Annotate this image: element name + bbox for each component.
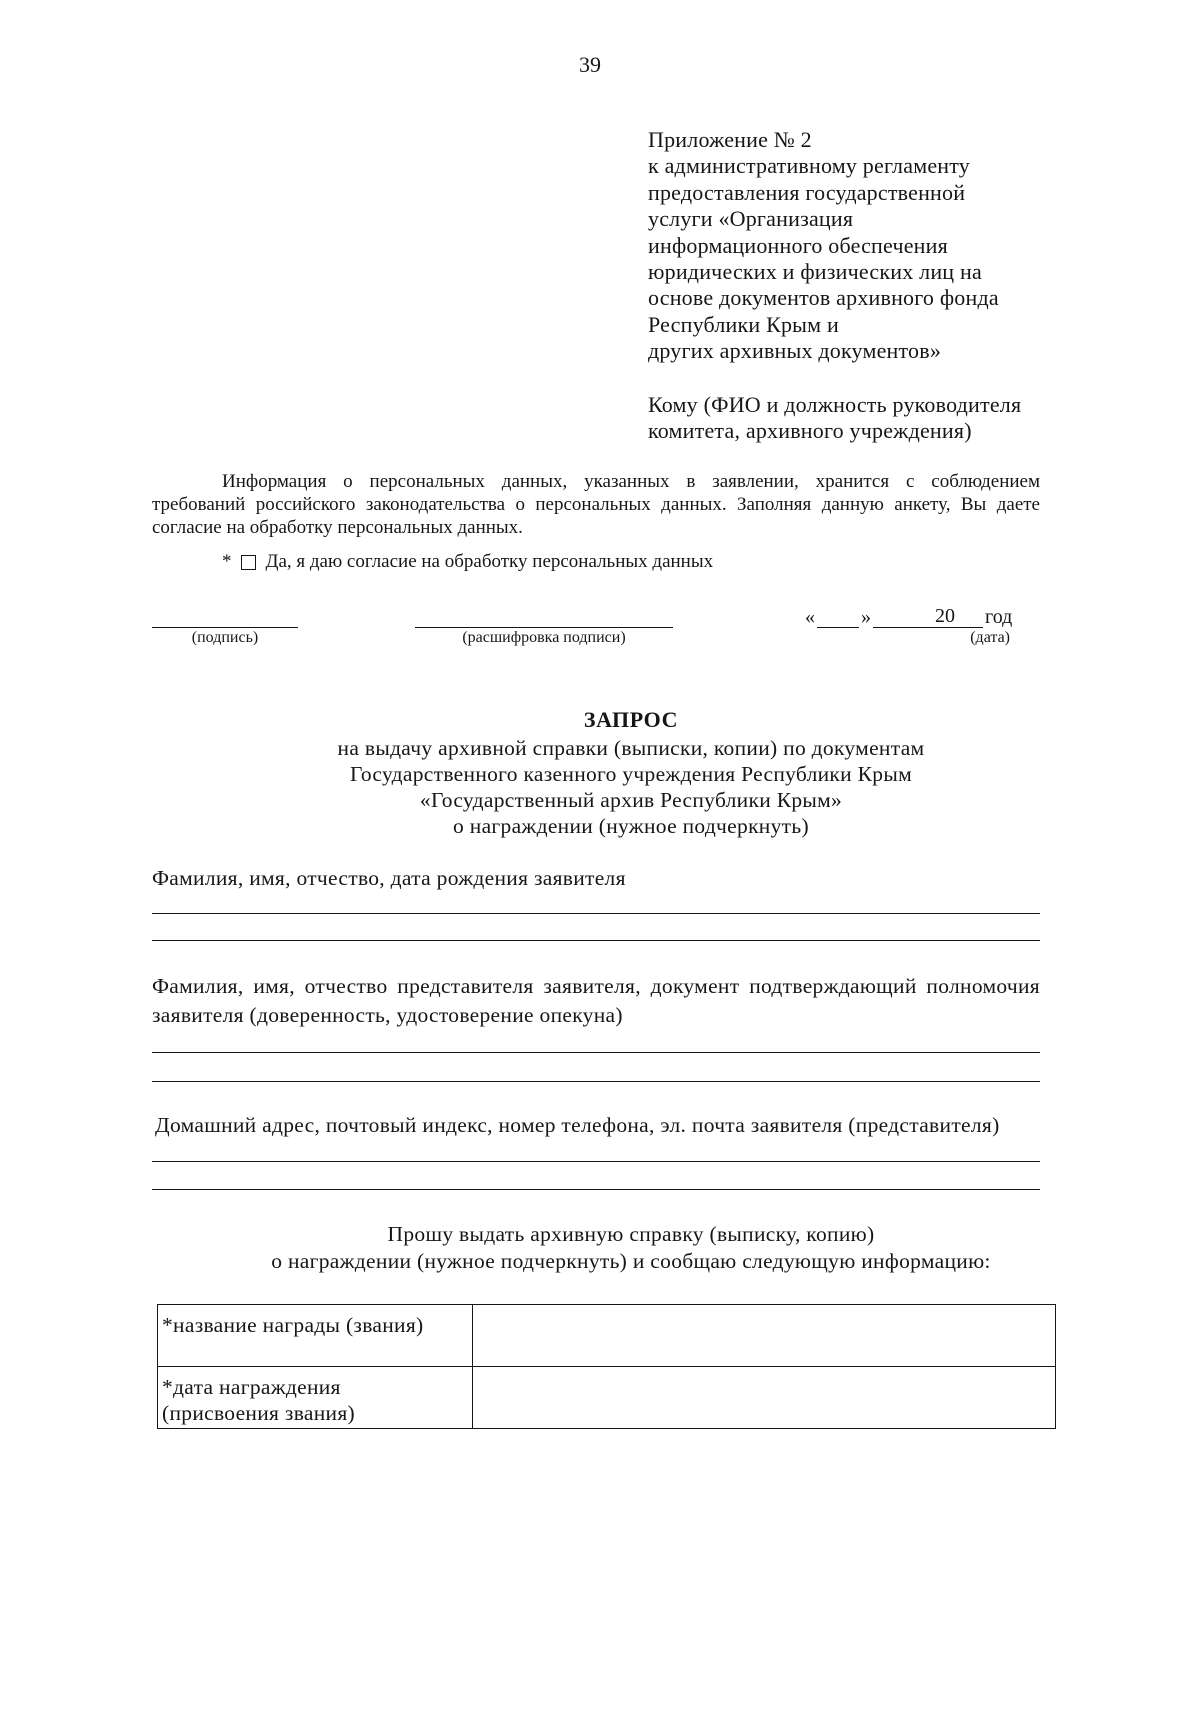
appendix-line: Республики Крым и (648, 311, 839, 337)
representative-input[interactable] (152, 1056, 1040, 1082)
request-subtitle-line: Государственного казенного учреждения Республики Крым (350, 762, 912, 786)
representative-input[interactable] (152, 1027, 1040, 1053)
request-subtitle-line: о награждении (нужное подчеркнуть) (453, 814, 809, 838)
petition-text (181, 1221, 1081, 1275)
request-subtitle-line: «Государственный архив Республики Крым» (419, 788, 843, 812)
table-label-cell (158, 1305, 473, 1367)
contact-input[interactable] (152, 1164, 1040, 1190)
representative-field-label (152, 972, 1040, 1030)
contact-field-label: Домашний адрес, почтовый индекс, номер телефона, эл. почта заявителя (представителя) (155, 1113, 1000, 1137)
notice-line: Информация о персональных данных, указанных в заявлении, хранится с соблюдением (222, 471, 1040, 492)
table-value-cell (473, 1305, 1056, 1367)
appendix-line: услуги «Организация (648, 206, 854, 232)
required-mark: * (222, 551, 232, 572)
table-label: *дата награждения (162, 1375, 341, 1399)
date-caption: (дата) (970, 629, 1010, 646)
addressee-block (648, 392, 1021, 444)
applicant-input[interactable] (152, 888, 1040, 914)
field-label-line: Фамилия, имя, отчество представителя заявителя, документ подтверждающий полномочия (152, 974, 1040, 998)
date-day-input[interactable] (817, 606, 859, 628)
appendix-line: к административному регламенту (648, 153, 970, 179)
award-name-input[interactable] (473, 1305, 1055, 1363)
notice-line: согласие на обработку персональных данных. (152, 517, 523, 538)
petition-line: о награждении (нужное подчеркнуть) и сообщаю следующую информацию: (271, 1249, 991, 1273)
petition-line: Прошу выдать архивную справку (выписку, копию) (387, 1222, 875, 1246)
date-close-quote: » (861, 606, 871, 628)
appendix-line: юридических и физических лиц на (648, 259, 982, 285)
consent-checkbox[interactable] (241, 555, 256, 570)
consent-label[interactable]: Да, я даю согласие на обработку персональных данных (265, 551, 714, 572)
addressee-line: Кому (ФИО и должность руководителя (648, 392, 1022, 417)
applicant-field-label: Фамилия, имя, отчество, дата рождения заявителя (152, 866, 626, 890)
signature-transcript-input[interactable] (415, 607, 673, 628)
signature-caption: (подпись) (191, 629, 259, 646)
appendix-line: предоставления государственной (648, 179, 966, 205)
request-subtitle (181, 735, 1081, 839)
request-subtitle-line: на выдачу архивной справки (выписки, копии) по документам (337, 736, 925, 760)
notice-line: требований российского законодательства о персональных данных. Заполняя данную анкету, Вы даете (152, 494, 1040, 515)
appendix-line: Приложение № 2 (648, 127, 812, 152)
table-label: (присвоения звания) (162, 1401, 355, 1425)
field-label-line: заявителя (доверенность, удостоверение опекуна) (152, 1003, 623, 1027)
table-row (158, 1367, 1056, 1429)
appendix-line: информационного обеспечения (648, 232, 948, 258)
appendix-line: других архивных документов» (648, 338, 942, 364)
award-table (157, 1304, 1056, 1429)
contact-input[interactable] (152, 1136, 1040, 1162)
award-date-input[interactable] (473, 1367, 1055, 1425)
request-title: ЗАПРОС (583, 707, 679, 732)
date-field (803, 604, 1012, 628)
signature-transcript-caption: (расшифровка подписи) (462, 629, 626, 646)
table-label: *название награды (звания) (162, 1313, 424, 1337)
table-value-cell (473, 1367, 1056, 1429)
signature-input[interactable] (152, 607, 298, 628)
consent-row (222, 551, 713, 573)
date-year-prefix: 20 (935, 605, 955, 627)
applicant-input[interactable] (152, 915, 1040, 941)
table-row (158, 1305, 1056, 1367)
date-open-quote: « (805, 606, 815, 628)
table-label-cell (158, 1367, 473, 1429)
appendix-line: основе документов архивного фонда (648, 285, 999, 311)
date-month-input[interactable] (873, 606, 935, 628)
date-year-input[interactable] (955, 606, 983, 628)
appendix-block (648, 127, 999, 365)
date-year-word: год (985, 606, 1013, 628)
page-number: 39 (579, 52, 601, 77)
consent-notice (152, 470, 1040, 539)
addressee-line: комитета, архивного учреждения) (648, 418, 972, 443)
